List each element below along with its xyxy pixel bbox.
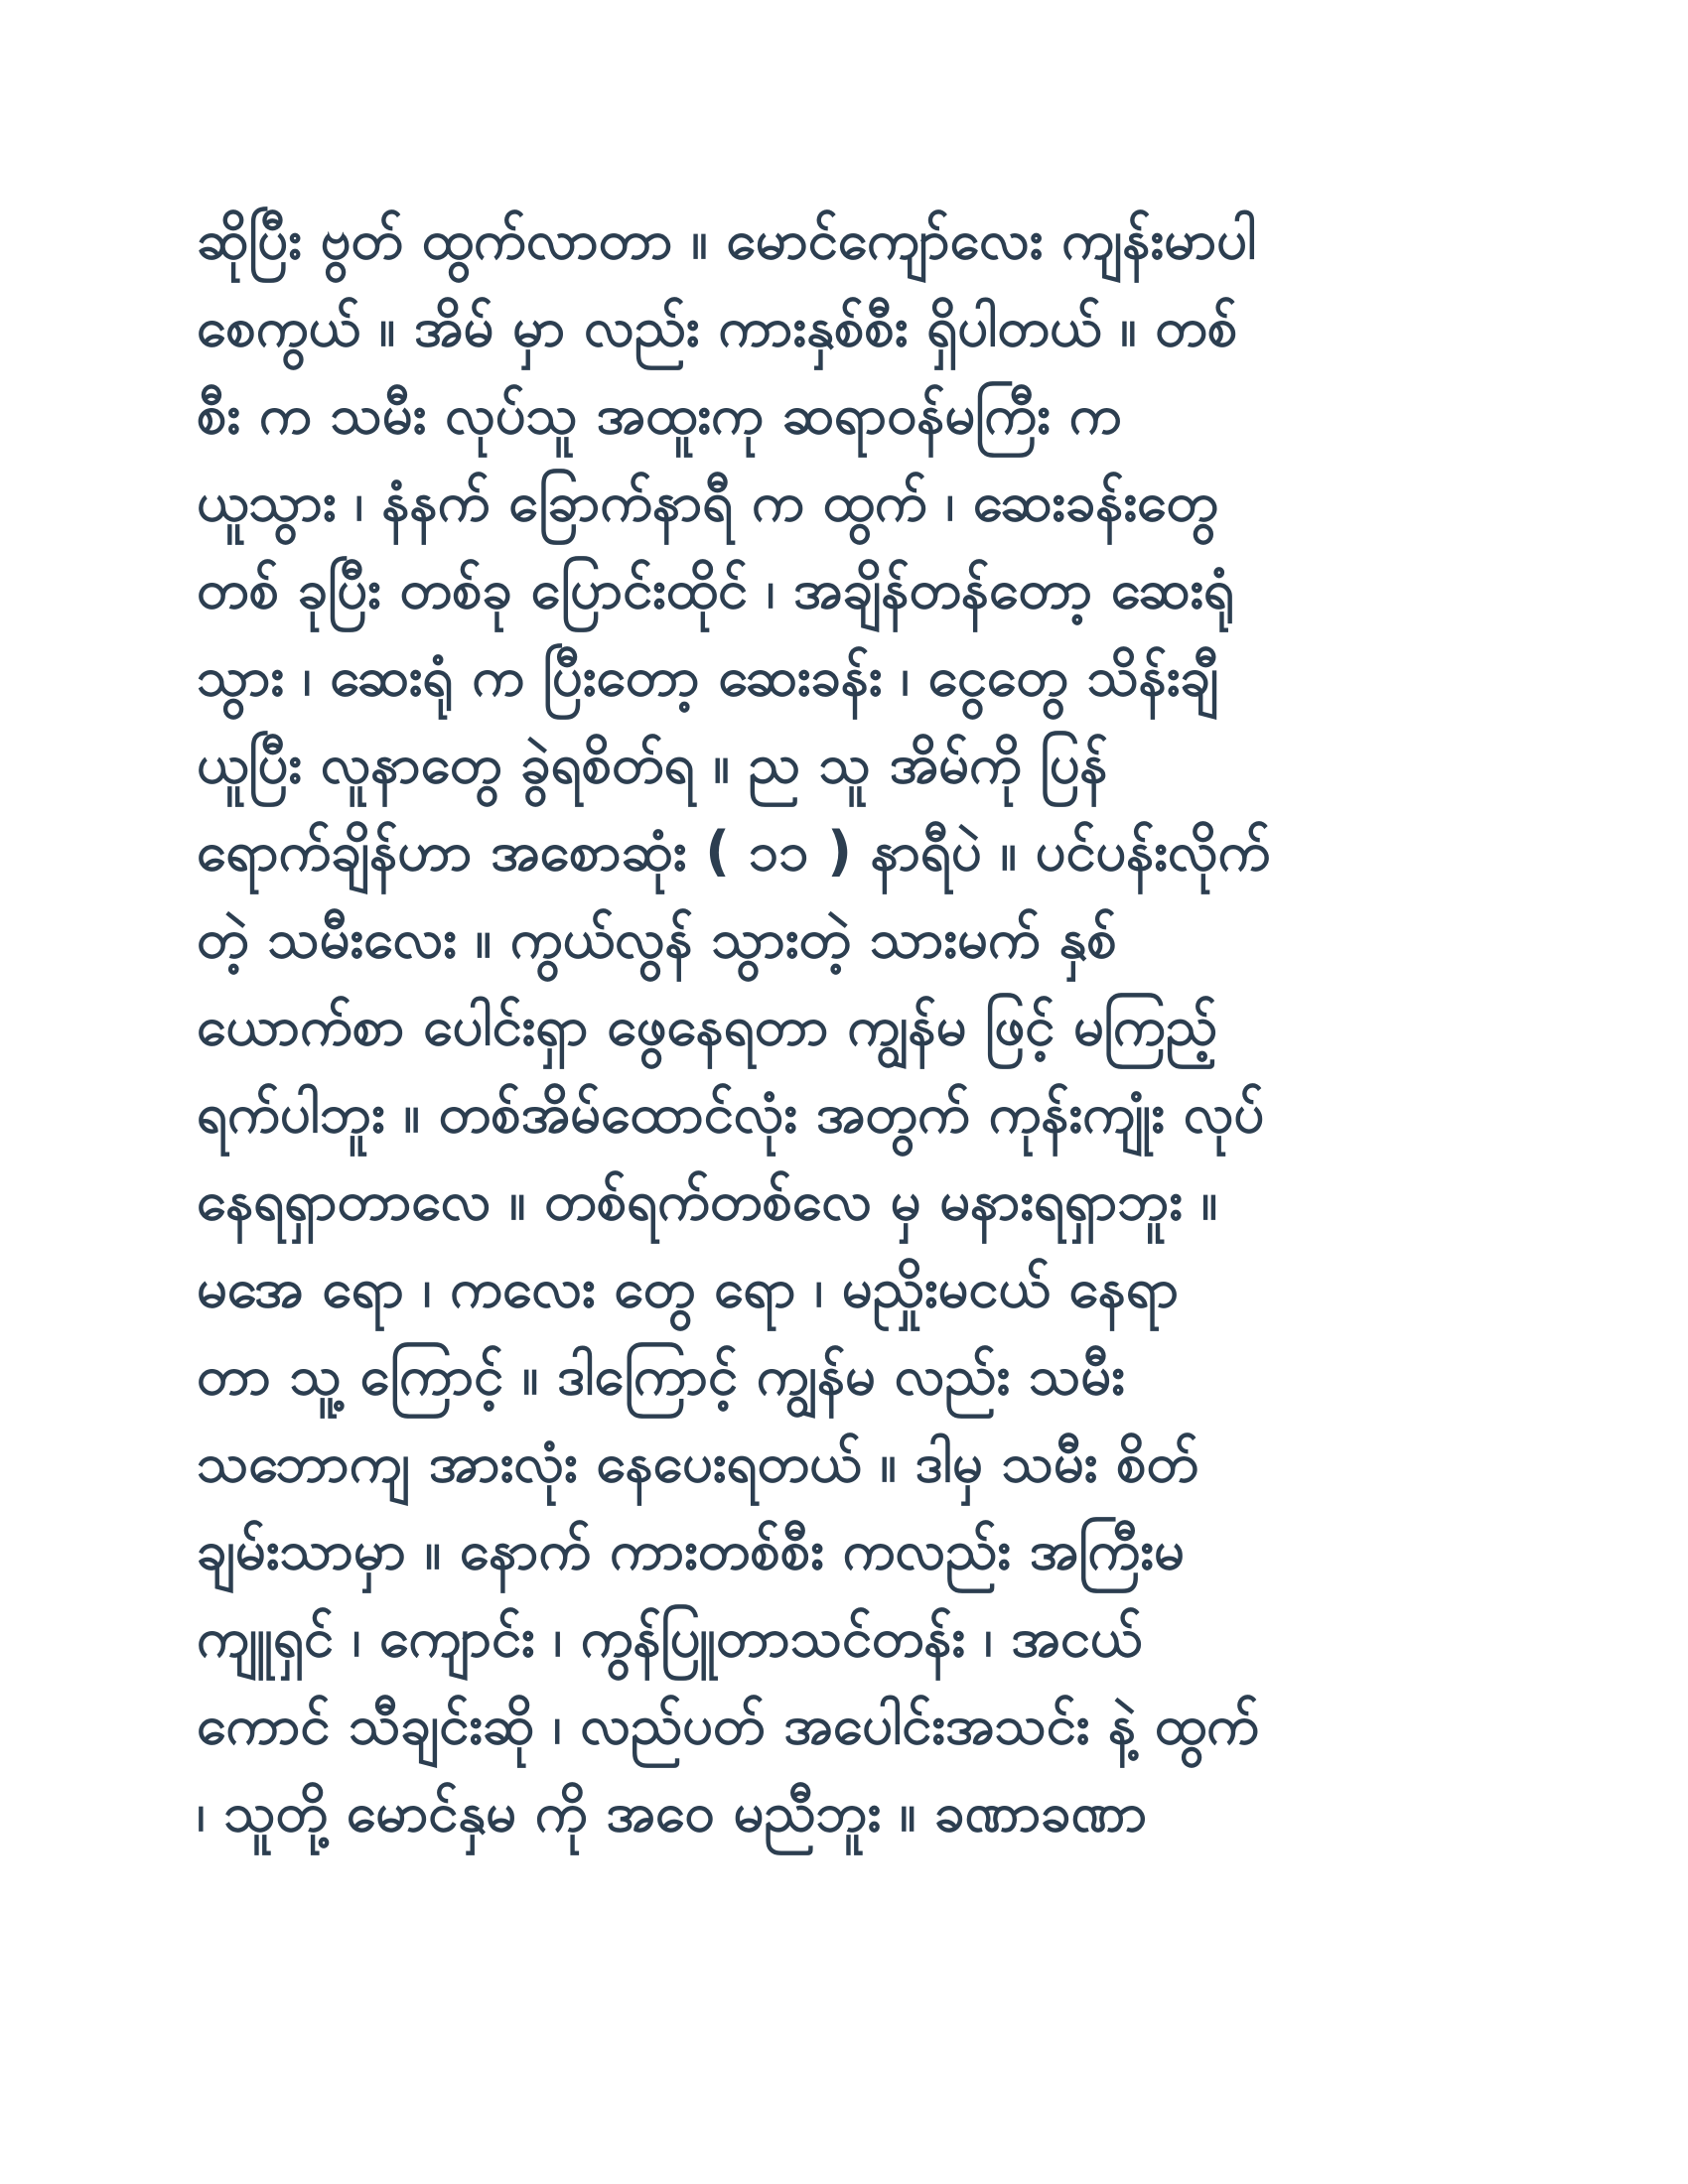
text-line-5: တစ် ခုပြီး တစ်ခု ပြောင်းထိုင် ၊ အချိန်တန်တော့ ဆေးရုံ xyxy=(197,558,1235,620)
text-line-8: ရောက်ချိန်ဟာ အစောဆုံး ( ၁၁ ) နာရီပဲ ။ ပင်ပန်းလိုက် xyxy=(197,820,1271,883)
text-line-10: ယောက်စာ ပေါင်းရှာ ဖွေနေရတာ ကျွန်မ ဖြင့် မကြည့် xyxy=(197,995,1217,1057)
text-line-15: သဘောကျ အားလုံး နေပေးရတယ် ။ ဒါမှ သမီး စိတ် xyxy=(197,1432,1199,1494)
text-line-9: တဲ့ သမီးလေး ။ ကွယ်လွန် သွားတဲ့ သားမက် နှစ် xyxy=(197,907,1117,970)
text-line-1: ဆိုပြီး ဗွတ် ထွက်လာတာ ။ မောင်ကျော်လေး ကျန်းမာပါ xyxy=(197,208,1257,271)
text-line-7: ယူပြီး လူနာတွေ ခွဲရစိတ်ရ ။ ည သူ အိမ်ကို ပြန် xyxy=(197,733,1108,795)
text-line-11: ရက်ပါဘူး ။ တစ်အိမ်ထောင်လုံး အတွက် ကုန်းကျုံး လုပ် xyxy=(197,1082,1265,1145)
text-line-19: ၊ သူတို့ မောင်နှမ ကို အဝေ မညီဘူး ။ ခဏာခဏာ xyxy=(197,1781,1148,1843)
text-line-12: နေရရှာတာလေ ။ တစ်ရက်တစ်လေ မှ မနားရရှာဘူး ။ xyxy=(197,1169,1218,1232)
text-line-13: မအေ ရော ၊ ကလေး တွေ ရော ၊ မညှိုးမငယ် နေရာ xyxy=(197,1257,1180,1319)
text-line-18: ကောင် သီချင်းဆို ၊ လည်ပတ် အပေါင်းအသင်း နဲ့ ထွက် xyxy=(197,1694,1259,1756)
text-line-17: ကျူရှင် ၊ ကျောင်း ၊ ကွန်ပြူတာသင်တန်း ၊ အငယ် xyxy=(197,1606,1143,1669)
text-line-3: စီး က သမီး လုပ်သူ အထူးကု ဆရာဝန်မကြီး က xyxy=(197,383,1122,446)
text-line-16: ချမ်းသာမှာ ။ နောက် ကားတစ်စီး ကလည်း အကြီးမ xyxy=(197,1519,1185,1581)
text-line-14: တာ သူ့ ကြောင့် ။ ဒါကြောင့် ကျွန်မ လည်း သမီး xyxy=(197,1344,1125,1407)
text-line-2: စေကွယ် ။ အိမ် မှာ လည်း ကားနှစ်စီး ရှိပါတယ် ။ တစ် xyxy=(197,296,1238,358)
text-line-4: ယူသွား ၊ နံနက် ခြောက်နာရီ က ထွက် ၊ ဆေးခန်းတွေ xyxy=(197,471,1218,533)
text-line-6: သွား ၊ ဆေးရုံ က ပြီးတော့ ဆေးခန်း ၊ ငွေတွေ သိန်းချီ xyxy=(197,645,1219,708)
body-text xyxy=(197,197,1497,1856)
